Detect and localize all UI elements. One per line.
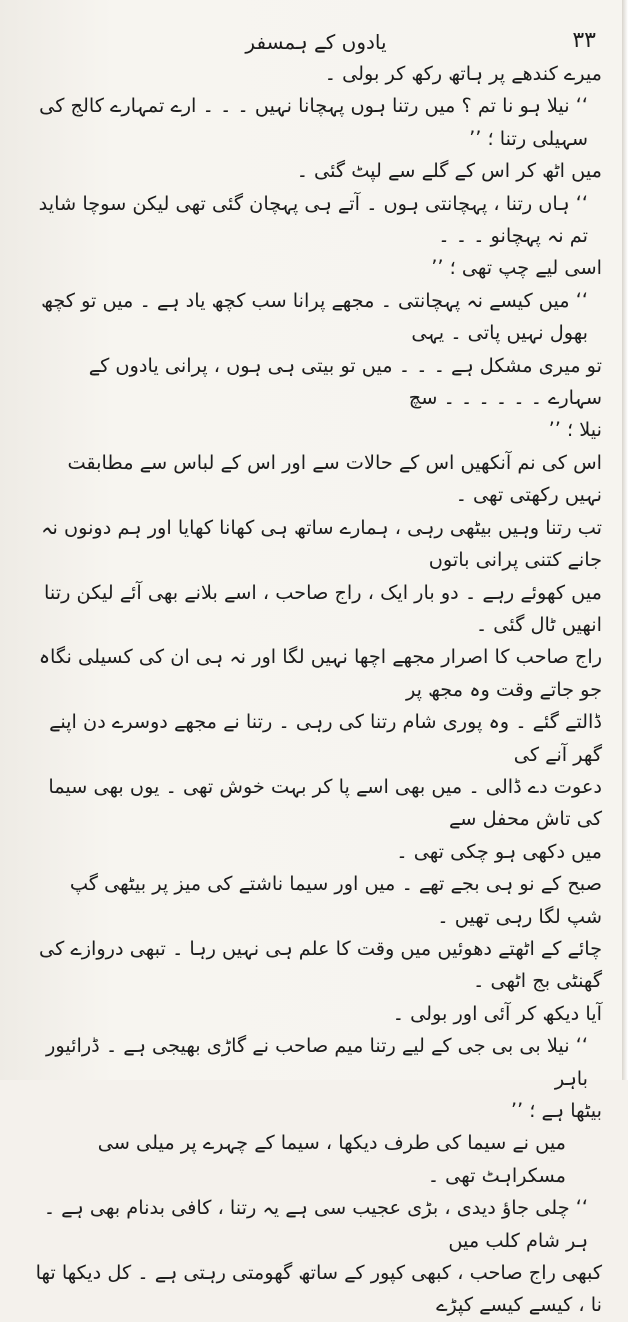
text-line: اس کی نم آنکھیں اس کے حالات سے اور اس کے لباس سے مطابقت نہیں رکھتی تھی ۔ — [67, 450, 602, 507]
text-line: ‘‘ ہاں رتنا ، پہچانتی ہوں ۔ آتے ہی پہچان گئی تھی لیکن سوچا شاید تم نہ پہچانو ۔ ۔ ۔ — [38, 191, 588, 248]
text-line: دعوت دے ڈالی ۔ میں بھی اسے پا کر بہت خوش تھی ۔ یوں بھی سیما کی تاش محفل سے — [48, 774, 602, 831]
page-number: ۳۳ — [572, 28, 596, 53]
text-line: میں دکھی ہو چکی تھی ۔ — [396, 839, 602, 863]
text-line: ڈالتے گئے ۔ وہ پوری شام رتنا کی رہی ۔ رتنا نے مجھے دوسرے دن اپنے گھر آنے کی — [49, 710, 602, 766]
text-line: بیٹھا ہے ؛ ’’ — [510, 1099, 602, 1122]
text-line: صبح کے نو ہی بجے تھے ۔ میں اور سیما ناشتے کی میز پر بیٹھی گپ شپ لگا رہی تھیں ۔ — [69, 872, 602, 928]
body-text — [30, 58, 602, 1322]
text-line: نیلا ؛ ’’ — [548, 418, 602, 442]
text-line: میں اٹھ کر اس کے گلے سے لپٹ گئی ۔ — [296, 159, 602, 183]
text-line: ‘‘ میں کیسے نہ پہچانتی ۔ مجھے پرانا سب کچھ یاد ہے ۔ میں تو کچھ بھول نہیں پاتی ۔ یہی — [41, 288, 588, 345]
text-line: ‘‘ چلی جاؤ دیدی ، بڑی عجیب سی ہے یہ رتنا ، کافی بدنام بھی ہے ۔ ہر شام کلب میں — [43, 1196, 588, 1252]
text-line: آیا دیکھ کر آئی اور بولی ۔ — [392, 1001, 602, 1025]
text-line: چائے کے اٹھتے دھوئیں میں وقت کا علم ہی نہیں رہا ۔ تبھی دروازے کی گھنٹی بج اٹھی ۔ — [39, 936, 602, 993]
text-line: میں کھوئے رہے ۔ دو بار ایک ، راج صاحب ، اسے بلانے بھی آئے لیکن رتنا انھیں ٹال گئی ۔ — [44, 580, 602, 636]
text-line: کبھی راج صاحب ، کبھی کپور کے ساتھ گھومتی رہتی ہے ۔ کل دیکھا تھا نا ، کیسے کیسے کپڑے — [35, 1261, 602, 1317]
text-line: ‘‘ نیلا ہو نا تم ؟ میں رتنا ہوں پہچانا نہیں ۔ ۔ ۔ ارے تمہارے کالج کی سہیلی رتنا ؛ ’’ — [39, 94, 588, 150]
running-title: یادوں کے ہمسفر — [245, 30, 387, 54]
text-line: تو میری مشکل ہے ۔ ۔ ۔ میں تو بیتی ہی ہوں ، پرانی یادوں کے سہارے ۔ ۔ ۔ ۔ ۔ ۔ سچ — [88, 353, 602, 410]
text-line: میرے کندھے پر ہاتھ رکھ کر بولی ۔ — [324, 62, 602, 85]
page-header — [30, 14, 602, 58]
page-edge — [622, 0, 628, 1080]
text-line: اسی لیے چپ تھی ؛ ’’ — [431, 256, 602, 280]
text-line: میں نے سیما کی طرف دیکھا ، سیما کے چہرے پر میلی سی مسکراہٹ تھی ۔ — [97, 1131, 566, 1187]
text-line: تب رتنا وہیں بیٹھی رہی ، ہمارے ساتھ ہی کھانا کھایا اور ہم دونوں نہ جانے کتنی پرانی باتوں — [41, 515, 602, 572]
text-line: ‘‘ نیلا بی بی جی کے لیے رتنا میم صاحب نے گاڑی بھیجی ہے ۔ ڈرائیور باہر — [46, 1034, 588, 1090]
text-line: راج صاحب کا اصرار مجھے اچھا نہیں لگا اور نہ ہی ان کی کسیلی نگاہ جو جاتے وقت وہ مجھ پر — [38, 645, 602, 701]
